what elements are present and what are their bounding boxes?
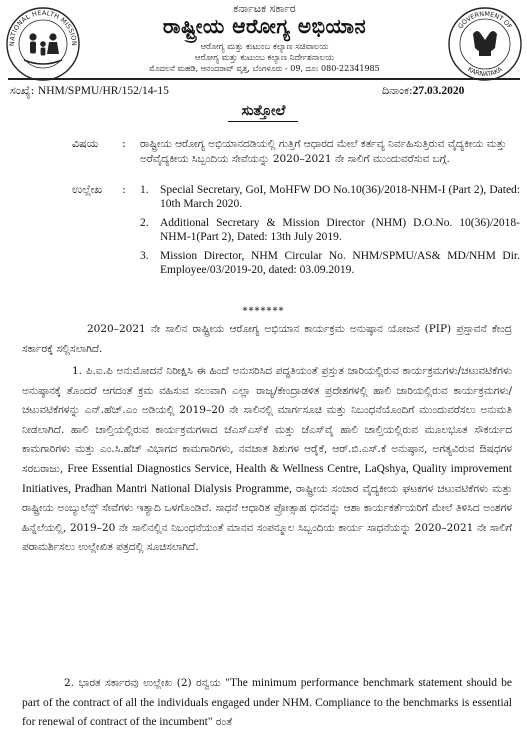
left-logo-text: NATIONAL HEALTH MISSION xyxy=(7,8,79,47)
reference-number-value: NHM/SPMU/HR/152/14-15 xyxy=(37,85,169,97)
paragraph-1 xyxy=(22,362,512,558)
letter-date-value: 27.03.2020 xyxy=(412,85,465,97)
paragraph-2-number: 2. xyxy=(64,677,75,689)
references-label: ಉಲ್ಲೇಖ xyxy=(72,183,103,196)
department-line-1: ಆರೋಗ್ಯ ಮತ್ತು ಕುಟುಂಬ ಕಲ್ಯಾಣ ಸಚಿವಾಲಯ xyxy=(200,42,329,52)
subject-label: ವಿಷಯ xyxy=(72,137,99,150)
circular-title: ಸುತ್ತೋಲೆ xyxy=(241,103,286,119)
subject-colon: : xyxy=(122,137,126,150)
paragraph-1-continuation: ರಾಷ್ಟ್ರೀಯ ಸಂಚಾರ ವೈದ್ಯಕೀಯ ಘಟಕಗಳ ಚಟುವಟಿಕೆಗಳು ಮತ್ತು ರಾಷ್ಟ್ರೀಯ ಅಂಬ್ಯುಲೆನ್ಸ್ ಸೇವೆಗಳು ಇತ್ಯಾದಿ ಒಳಗೊಂಡಿವೆ. ಸಾಧನೆ ಆಧಾರಿತ ಪ್ರೋತ್ಸಾಹ ಧನವನ್ನು ಆಶಾ ಕಾರ್ಯಕರ್ತೆಯರಿಗೆ ಮೇಲೆ ತಿಳಿಸಿದ ಅಂಶಗಳ ಹಿನ್ನೆಲೆಯಲ್ಲಿ, 2019–20 ನೇ ಸಾಲಿನಲ್ಲಿನ ನಿಬಂಧನೆಯಂತೆ ಮಾನವ ಸಂಪನ್ಮೂಲ ಸಿಬ್ಬಂದಿಯ ಕಾರ್ಯ ಸಾಧನೆಯನ್ನು 2020–2021 ನೇ ಸಾಲಿಗೆ ಪರಾಮರ್ಶಿಸಲು ಉಲ್ಲೇಖಿತ ಪತ್ರದಲ್ಲಿ ಸೂಚಿಸಲಾಗಿದೆ. xyxy=(22,482,513,554)
reference-number xyxy=(10,84,169,98)
references-list xyxy=(140,183,520,282)
department-line-2: ಆರೋಗ್ಯ ಮತ್ತು ಕುಟುಂಬ ಕಲ್ಯಾಣ ನಿರ್ದೇಶನಾಲಯ xyxy=(194,53,335,63)
paragraph-2 xyxy=(22,674,512,733)
reference-number-label: ಸಂಖ್ಯೆ: xyxy=(10,84,35,97)
paragraph-2-lead: ಭಾರತ ಸರ್ಕಾರವು ಉಲ್ಲೇಖ (2) ರನ್ವಯ xyxy=(78,677,221,689)
paragraph-1-english-text: Free Essential Diagnostics Service, Health & Wellness Centre, LaQshya, Quality improvement Initiatives, Pradhan Mantri National Dialysis Programme, xyxy=(22,462,513,495)
reference-item: 2. Additional Secretary & Mission Director (NHM) D.O.No. 10(36)/2018-NHM-1(Part 2), Dated: 13th July 2019. xyxy=(140,217,520,243)
paragraph-1-text: ಪಿ.ಐ.ಪಿ ಅನುಮೋದನೆ ನಿರೀಕ್ಷಿಸಿ ಈ ಹಿಂದೆ ಅನುಸರಿಸಿದ ಪದ್ಧತಿಯಂತೆ ಪ್ರಸ್ತುತ ಜಾರಿಯಲ್ಲಿರುವ ಕಾರ್ಯಕ್ರಮಗಳು/ಚಟುವಟಿಕೆಗಳು ಅನುಷ್ಠಾನಕ್ಕೆ ತೊಂದರೆ ಆಗದಂತೆ ಕ್ರಮ ವಹಿಸುವ ಸಲುವಾಗಿ ಎಲ್ಲಾ ರಾಜ್ಯ/ಕೇಂದ್ರಾಡಳಿತ ಪ್ರದೇಶಗಳಲ್ಲಿ ಹಾಲಿ ಜಾರಿಯಲ್ಲಿರುವ ಕಾರ್ಯಕ್ರಮಗಳು/ಚಟುವಟಿಕೆಗಳನ್ನು ಎನ್.ಹೆಚ್.ಎಂ ಅಡಿಯಲ್ಲಿ 2019–20 ನೇ ಸಾಲಿನಲ್ಲಿ ಮಾರ್ಗಸೂಚಿ ಮತ್ತು ನಿಬಂಧನೆಯೊಂದಿಗೆ ಮುಂದುವರೆಸಲು ಅನುಮತಿ ನೀಡಲಾಗಿದೆ. ಹಾಲಿ ಚಾಲ್ತಿಯಲ್ಲಿರುವ ಕಾರ್ಯಕ್ರಮಗಳಾದ ಜೆಎಸ್ಎಸ್‌ಕೆ ಮತ್ತು ಜೆಎಸ್‌ವೈ ಹಾಲಿ ಚಾಲ್ತಿಯಲ್ಲಿರುವ ಮೂಲಭೂತ ಸೌಕರ್ಯದ ಕಾಮಗಾರಿಗಳು ಮತ್ತು ಎಂ.ಸಿ.ಹೆಚ್ ವಿಭಾಗದ ಕಾಮಗಾರಿಗಳು, ನವಜಾತ ಶಿಶುಗಳ ಆರೈಕೆ, ಆರ್.ಬಿ.ಎಸ್.ಕೆ ಅನುಷ್ಠಾನ, ಅಗತ್ಯವಿರುವ ಔಷಧಗಳ ಸರಬರಾಜು, xyxy=(22,365,513,475)
paragraph-2-quote: "The minimum performance benchmark statement should be part of the contract of all the individuals engaged under NHM. Compliance to the benchmarks is essential for renewal of contract of the incumbent" xyxy=(22,677,512,729)
intro-paragraph: 2020–2021 ನೇ ಸಾಲಿನ ರಾಷ್ಟ್ರೀಯ ಆರೋಗ್ಯ ಅಭಿಯಾನ ಕಾರ್ಯಕ್ರಮ ಅನುಷ್ಠಾನ ಯೋಜನೆ (PIP) ಪ್ರಸ್ತಾವನೆ ಕೇಂದ್ರ ಸರ್ಕಾರಕ್ಕೆ ಸಲ್ಲಿಸಲಾಗಿದೆ. xyxy=(22,323,512,355)
office-address: ಮೊದಲನೆ ಮಹಡಿ, ಆನಂದರಾವ್ ವೃತ್ತ, ಬೆಂಗಳೂರು - 09, ದೂ: 080-22341985 xyxy=(149,64,380,73)
reference-item: 1. Special Secretary, GoI, MoHFW DO No.10(36)/2018-NHM-I (Part 2), Dated: 10th March 2020. xyxy=(140,184,520,210)
right-logo-bottom-text: KARNATAKA xyxy=(466,65,504,79)
title-underline xyxy=(228,121,298,122)
reference-item: 3. Mission Director, NHM Circular No. NHM/SPMU/AS& MD/NHM Dir. Employee/03/2019-20, dated: 03.09.2019. xyxy=(140,250,520,276)
paragraph-2-tail: ರಂತೆ xyxy=(215,716,233,729)
letter-date xyxy=(382,84,464,98)
references-colon: : xyxy=(122,183,126,196)
svg-text:KARNATAKA xyxy=(466,65,504,78)
right-logo-top-text: GOVERNMENT OF xyxy=(456,9,514,31)
svg-text:NATIONAL HEALTH MISSION xyxy=(8,9,78,46)
header-divider xyxy=(8,78,520,80)
svg-text:GOVERNMENT OF xyxy=(456,10,513,31)
government-of-karnataka-emblem xyxy=(446,4,524,82)
mission-name: ರಾಷ್ಟ್ರೀಯ ಆರೋಗ್ಯ ಅಭಿಯಾನ xyxy=(162,14,367,38)
letter-date-label: ದಿನಾಂಕ: xyxy=(382,84,413,97)
section-separator: ******* xyxy=(242,306,285,317)
paragraph-1-number: 1. xyxy=(72,365,83,377)
subject-text: ರಾಷ್ಟ್ರೀಯ ಆರೋಗ್ಯ ಅಭಿಯಾನದಡಿಯಲ್ಲಿ ಗುತ್ತಿಗೆ ಆಧಾರದ ಮೇಲೆ ಕರ್ತವ್ಯ ನಿರ್ವಹಿಸುತ್ತಿರುವ ವೈದ್ಯಕೀಯ ಮತ್ತು ಅರೆವೈದ್ಯಕೀಯ ಸಿಬ್ಬಂದಿಯ ಸೇವೆಯನ್ನು 2020–2021 ನೇ ಸಾಲಿಗೆ ಮುಂದುವರೆಸುವ ಬಗ್ಗೆ. xyxy=(140,138,507,165)
government-line: ಕರ್ನಾಟಕ ಸರ್ಕಾರ xyxy=(233,2,296,15)
national-health-mission-logo xyxy=(4,4,82,82)
